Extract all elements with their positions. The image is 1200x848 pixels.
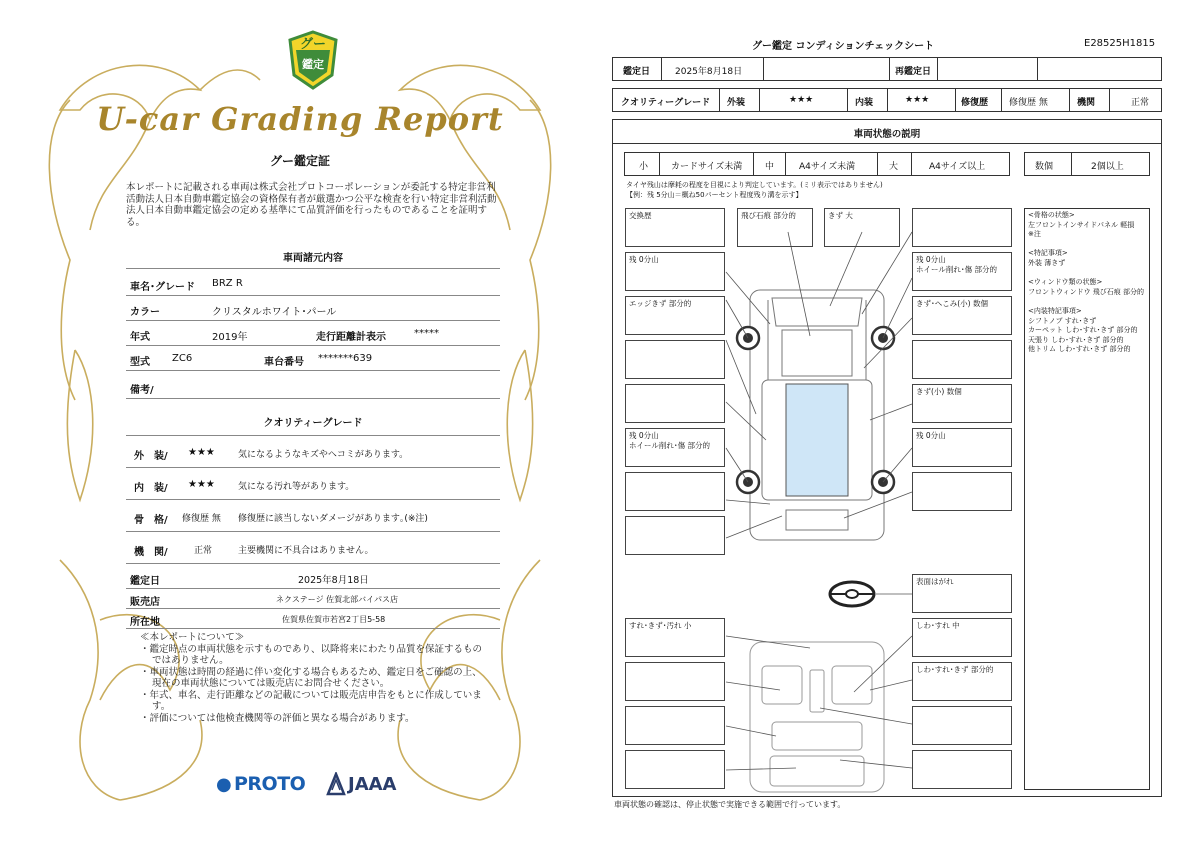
damage-box-right-2: 残 0分山 ホイール削れ･傷 部分的 <box>912 252 1012 291</box>
mileage-label: 走行距離計表示 <box>316 332 386 343</box>
steering-wheel-icon <box>830 582 874 606</box>
sheet-id: E28525H1815 <box>1084 38 1156 49</box>
row-remarks <box>126 374 500 399</box>
damage-box-top-1: 飛び石痕 部分的 <box>737 208 813 247</box>
color-value: クリスタルホワイト･パール <box>212 307 337 318</box>
row-year <box>126 321 500 346</box>
exterior-desc: 気になるようなキズやヘコミがあります。 <box>238 450 409 460</box>
damage-box-left-6: 残 0分山 ホイール削れ･傷 部分的 <box>625 428 725 467</box>
size-large: 大 <box>889 162 899 172</box>
ext-label: 外装 <box>727 98 746 108</box>
repair-label: 修復歴 <box>961 98 989 108</box>
row-date <box>126 567 500 589</box>
size-mid: 中 <box>765 162 775 172</box>
goo-kantei-logo <box>286 30 340 92</box>
damage-box-top-2: きず 大 <box>824 208 900 247</box>
damage-box-right-5: きず(小) 数個 <box>912 384 1012 423</box>
damage-box-left-9: すれ･きず･汚れ 小 <box>625 618 725 657</box>
engine-value: 正常 <box>194 546 213 556</box>
engine-desc: 主要機関に不具合はありません。 <box>238 546 374 556</box>
row-model <box>126 346 500 371</box>
damage-box-right-10: しわ･すれ･きず 部分的 <box>912 662 1012 701</box>
note-item: ・鑑定時点の車両状態を示すものであり、以降将来にわたり品質を保証するものではありません。 <box>140 643 483 666</box>
year-value: 2019年 <box>212 332 248 343</box>
size-large-desc: A4サイズ以上 <box>929 162 986 172</box>
svg-text:グー: グー <box>299 37 327 52</box>
sheet-footer: 車両状態の確認は、停止状態で実施できる範囲で行っています。 <box>614 800 846 809</box>
sheet-date-value: 2025年8月18日 <box>675 67 743 77</box>
report-notes <box>140 632 490 724</box>
damage-box-left-7 <box>625 472 725 511</box>
note-item: ・年式、車名、走行距離などの記載については販売店申告をもとに作成しています。 <box>140 689 482 712</box>
damage-box-right-7 <box>912 472 1012 511</box>
model-value: ZC6 <box>172 353 193 364</box>
damage-box-right-1 <box>912 208 1012 247</box>
damage-box-left-11 <box>625 706 725 745</box>
damage-box-left-5 <box>625 384 725 423</box>
engine-value: 正常 <box>1131 98 1150 108</box>
divider <box>126 268 500 269</box>
damage-box-left-10 <box>625 662 725 701</box>
note-item: ・評価については他検査機関等の評価と異なる場合があります。 <box>140 712 415 724</box>
frame-label: 骨 格/ <box>134 515 168 526</box>
damage-box-right-3: きず･へこみ(小) 数個 <box>912 296 1012 335</box>
year-label: 年式 <box>130 332 150 343</box>
windshield-glass <box>786 384 848 496</box>
frame-desc: 修復歴に該当しないダメージがあります｡(※注) <box>238 514 428 524</box>
jaaa-logo-text: JAAA <box>348 774 397 795</box>
divider <box>126 435 500 436</box>
exterior-label: 外 装/ <box>134 451 168 462</box>
row-address <box>126 609 500 629</box>
interior-desc: 気になる汚れ等があります。 <box>238 482 355 492</box>
sheet-date-label: 鑑定日 <box>623 67 651 77</box>
row-shop <box>126 589 500 609</box>
row-car-name <box>126 271 500 296</box>
date-value: 2025年8月18日 <box>298 575 369 586</box>
repair-value: 修復歴 無 <box>1009 98 1048 108</box>
size-mid-desc: A4サイズ未満 <box>799 162 856 172</box>
chassis-value: *******639 <box>318 353 373 364</box>
count-desc: 2個以上 <box>1091 162 1124 172</box>
certificate-text: 本レポートに記載される車両は株式会社プロトコーポレーションが委託する特定非営利活動法人日本自動車鑑定協会の資格保有者が厳選かつ公平な検査を行い特定非営利活動法人日本自動車鑑定協会の定める基準にて品質評価を行ったものであることを証明する。 <box>126 182 497 228</box>
damage-box-right-12 <box>912 750 1012 789</box>
engine-label: 機関 <box>1077 98 1096 108</box>
damage-box-right-8: 表面はがれ <box>912 574 1012 613</box>
exterior-stars: ★★★ <box>188 447 215 458</box>
quality-heading: クオリティーグレード <box>263 418 363 429</box>
spec-heading: 車両諸元内容 <box>283 253 343 264</box>
damage-box-left-1: 交換歴 <box>625 208 725 247</box>
damage-box-left-8 <box>625 516 725 555</box>
tire-note-1: タイヤ残山は摩耗の程度を目視により判定しています。(ミリ表示ではありません) <box>626 181 883 189</box>
damage-box-right-4 <box>912 340 1012 379</box>
car-name-label: 車名･グレード <box>130 282 195 293</box>
damage-box-left-4 <box>625 340 725 379</box>
size-small-desc: カードサイズ未満 <box>671 162 743 172</box>
damage-box-right-6: 残 0分山 <box>912 428 1012 467</box>
grade-label: クオリティーグレード <box>621 98 711 108</box>
row-engine <box>126 536 500 564</box>
ext-value: ★★★ <box>789 95 814 105</box>
date-label: 鑑定日 <box>130 576 160 587</box>
row-exterior <box>126 440 500 468</box>
address-label: 所在地 <box>130 617 160 628</box>
report-title: U-car Grading Report <box>96 100 504 138</box>
status-heading: 車両状態の説明 <box>613 120 1161 144</box>
proto-logo <box>216 772 316 798</box>
interior-label: 内 装/ <box>134 483 168 494</box>
int-value: ★★★ <box>905 95 930 105</box>
note-item: ・車両状態は時間の経過に伴い変化する場合もあるため、鑑定日をご確認の上、現在の車両状態については販売店にお問合せください。 <box>140 666 482 689</box>
proto-logo-text: PROTO <box>234 773 306 795</box>
mileage-value: ***** <box>414 328 439 339</box>
damage-box-right-11 <box>912 706 1012 745</box>
sheet-title: グー鑑定 コンディションチェックシート <box>752 41 935 52</box>
damage-box-left-2: 残 0分山 <box>625 252 725 291</box>
reinspect-label: 再鑑定日 <box>895 67 932 77</box>
shop-value: ネクステージ 佐賀北部バイパス店 <box>276 595 398 604</box>
row-frame <box>126 504 500 532</box>
car-name-value: BRZ R <box>212 278 243 289</box>
frame-value: 修復歴 無 <box>182 514 221 524</box>
engine-label: 機 関/ <box>134 547 168 558</box>
remarks-label: 備考/ <box>130 385 154 396</box>
address-value: 佐賀県佐賀市若宮2丁目5-58 <box>282 615 386 624</box>
proto-mark-icon: ● <box>216 774 232 795</box>
notes-title: ≪本レポートについて≫ <box>140 632 245 643</box>
certificate-title: グー鑑定証 <box>269 154 330 168</box>
row-interior <box>126 472 500 500</box>
condition-check-sheet <box>600 0 1200 848</box>
model-label: 型式 <box>130 357 150 368</box>
condition-notes-panel: <骨格の状態> 左フロントインサイドパネル 軽損 ※注 <特記事項> 外装 薄きず <ウィンドウ類の状態> フロントウィンドウ 飛び石痕 部分的 <内装特記事項> シフトノブ すれ･きず カーペット しわ･すれ･きず 部分的 天張り しわ･すれ･きず 部分的 他トリム しわ･すれ･きず 部分的 <box>1024 208 1150 790</box>
damage-box-left-3: エッジきず 部分的 <box>625 296 725 335</box>
shop-label: 販売店 <box>130 597 160 608</box>
chassis-label: 車台番号 <box>264 357 304 368</box>
int-label: 内装 <box>855 98 874 108</box>
svg-text:鑑定: 鑑定 <box>302 58 324 71</box>
size-small: 小 <box>639 162 649 172</box>
damage-box-left-12 <box>625 750 725 789</box>
jaaa-mark-icon <box>326 772 346 796</box>
color-label: カラー <box>130 307 160 318</box>
jaaa-logo <box>326 772 416 798</box>
interior-stars: ★★★ <box>188 479 215 490</box>
tire-note-2: 【例：残 5分山＝概ね50パーセント程度残り溝を示す】 <box>626 191 803 199</box>
count-label: 数個 <box>1035 162 1054 172</box>
row-color <box>126 296 500 321</box>
damage-box-right-9: しわ･すれ 中 <box>912 618 1012 657</box>
